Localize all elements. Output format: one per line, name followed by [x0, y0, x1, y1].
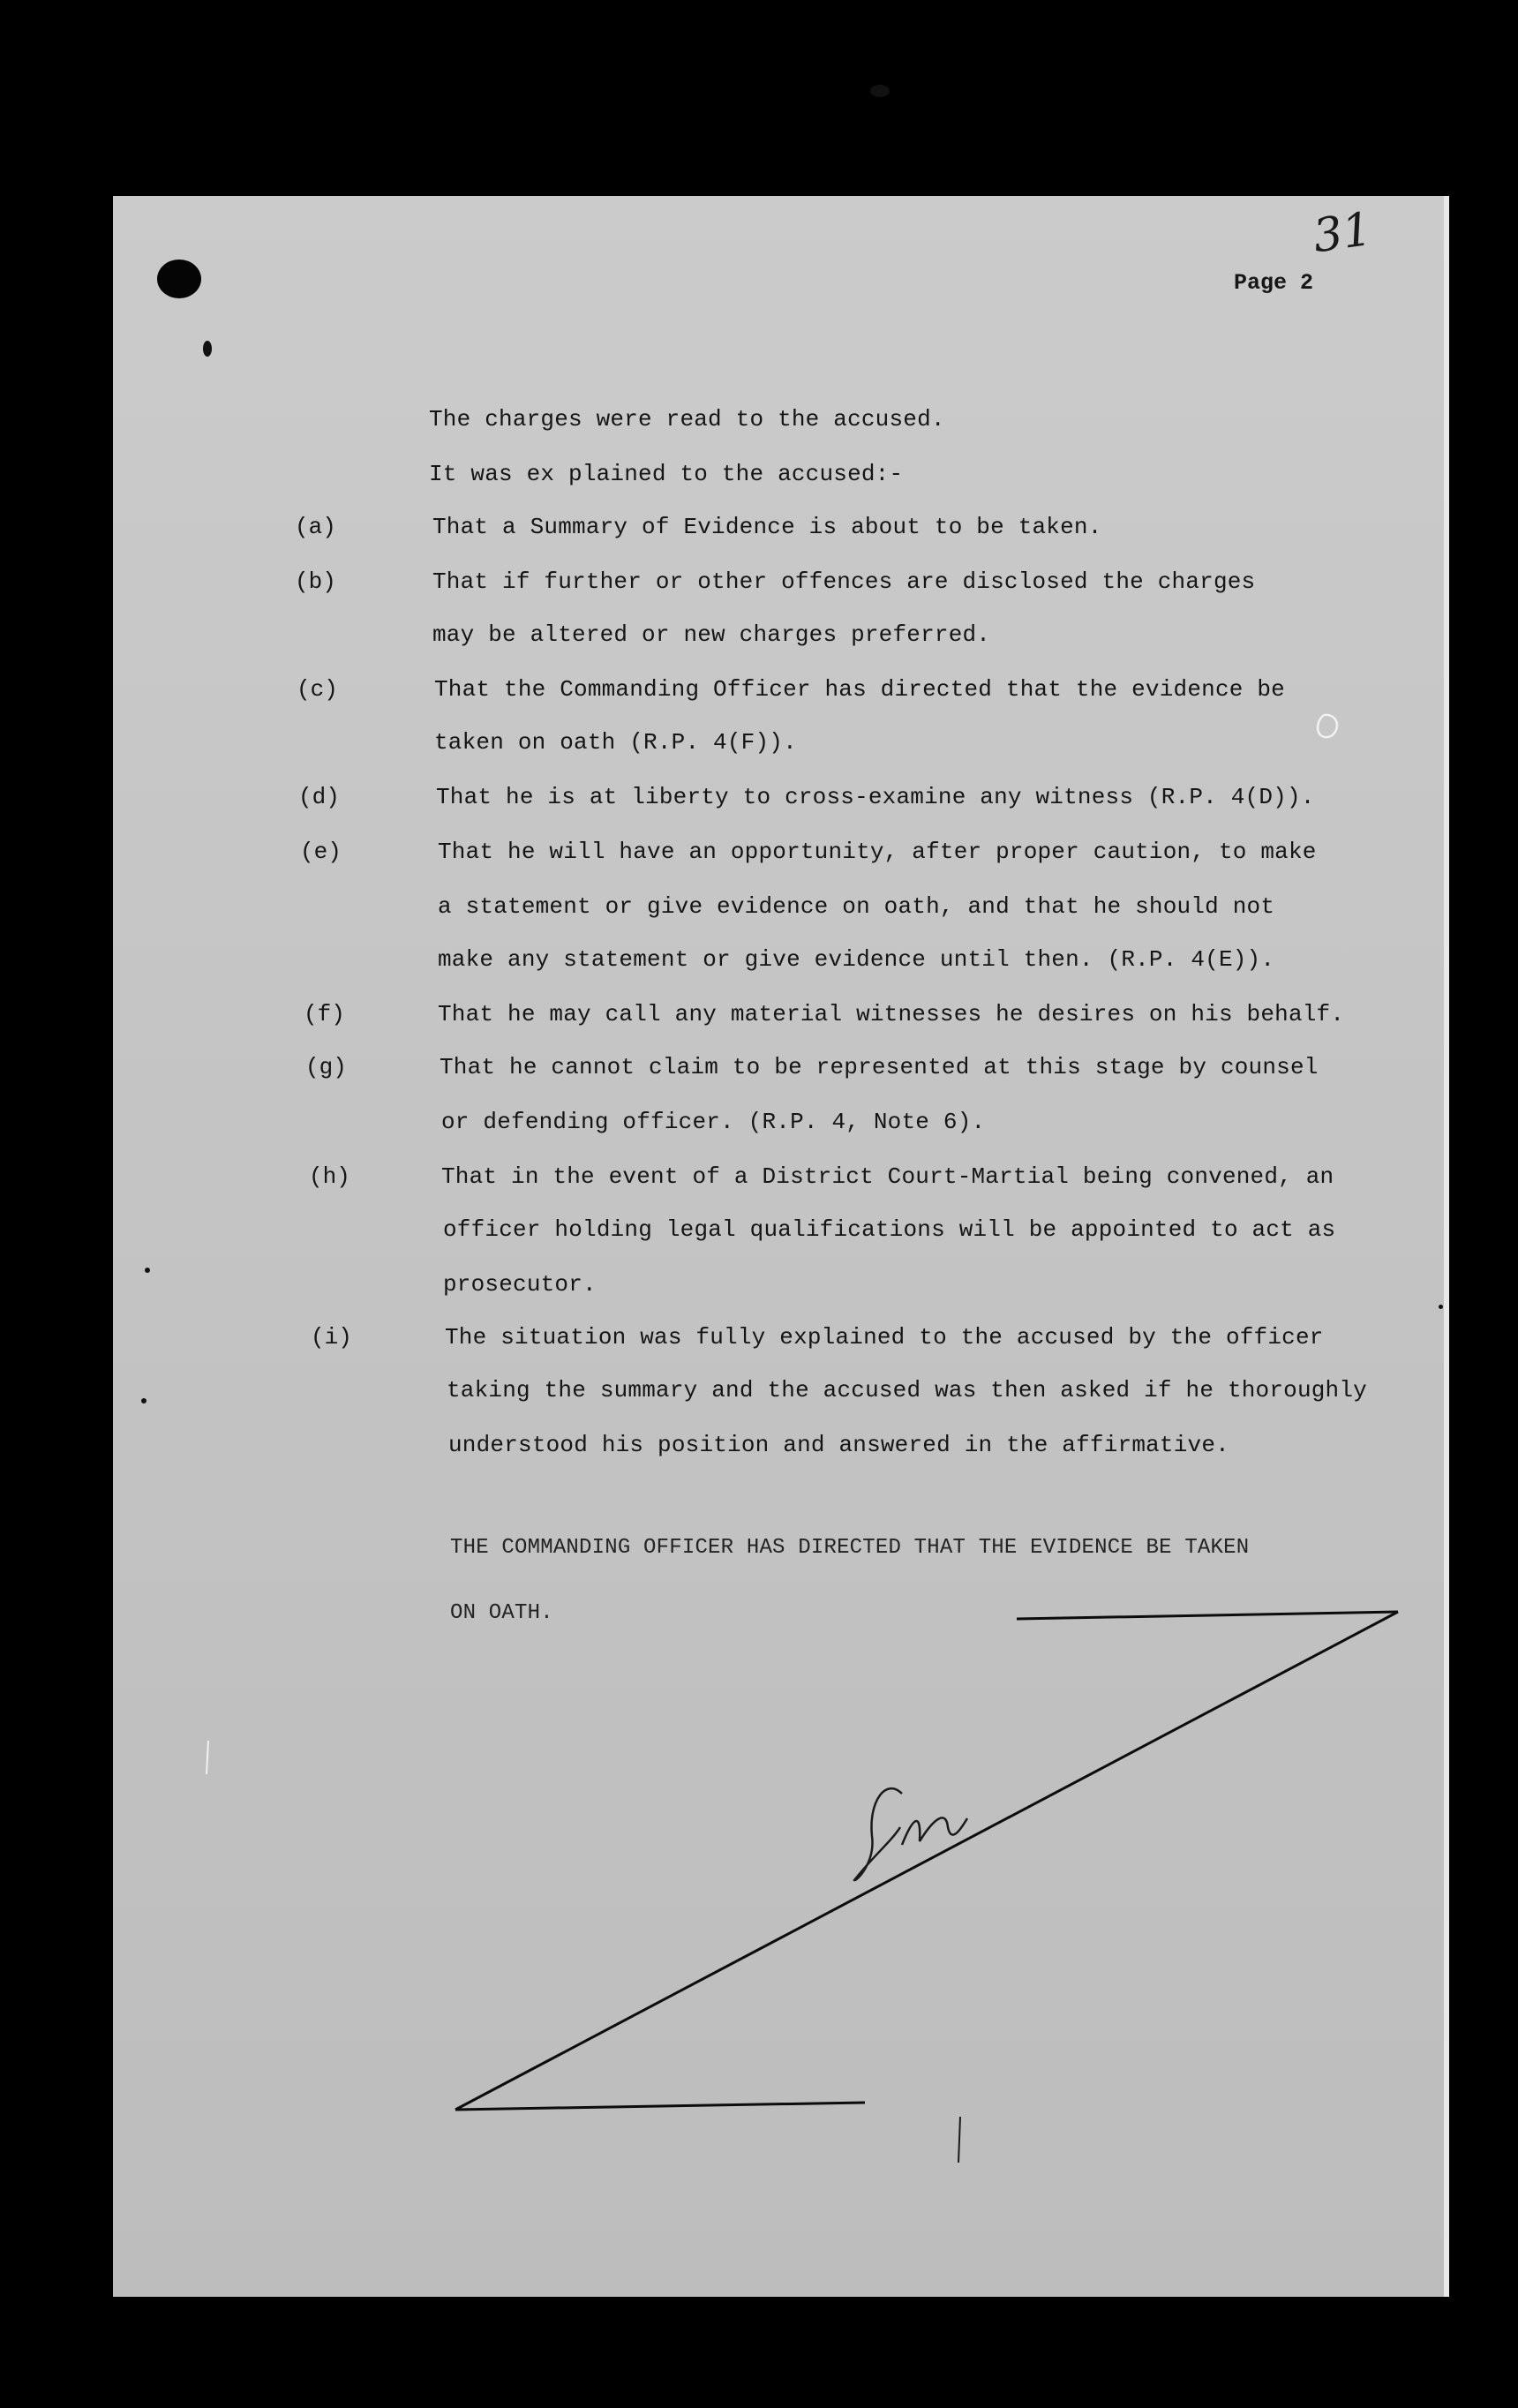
item-text: taking the summary and the accused was then asked if he thoroughly: [447, 1377, 1367, 1403]
item-text: may be altered or new charges preferred.: [432, 621, 991, 648]
item-label: (h): [309, 1163, 350, 1190]
scan-artifact: [1318, 715, 1337, 737]
scan-artifact: [958, 2117, 960, 2163]
item-text: That a Summary of Evidence is about to be taken.: [432, 514, 1102, 540]
page-label: Page 2: [1234, 270, 1314, 296]
item-text: a statement or give evidence on oath, and that he should not: [438, 893, 1275, 920]
direction-line: THE COMMANDING OFFICER HAS DIRECTED THAT THE EVIDENCE BE TAKEN: [450, 1536, 1250, 1560]
item-text: That if further or other offences are disclosed the charges: [432, 568, 1256, 595]
item-label: (c): [297, 676, 338, 703]
item-label: (d): [298, 784, 340, 810]
item-text: That he will have an opportunity, after proper caution, to make: [438, 839, 1317, 865]
item-text: officer holding legal qualifications will be appointed to act as: [443, 1216, 1336, 1243]
item-text: That he cannot claim to be represented at this stage by counsel: [440, 1054, 1319, 1080]
item-text: prosecutor.: [443, 1271, 597, 1298]
item-text: make any statement or give evidence until then. (R.P. 4(E)).: [438, 946, 1275, 973]
item-text: That he is at liberty to cross-examine any witness (R.P. 4(D)).: [436, 784, 1315, 810]
scan-artifact: [207, 1741, 208, 1774]
item-label: (a): [295, 514, 336, 540]
item-label: (f): [304, 1001, 345, 1027]
initials-signature: [854, 1788, 967, 1880]
item-label: (b): [295, 568, 336, 595]
item-text: understood his position and answered in the affirmative.: [448, 1432, 1229, 1458]
item-text: That he may call any material witnesses he desires on his behalf.: [438, 1001, 1345, 1027]
item-label: (g): [305, 1054, 347, 1080]
folio-number: 31: [1310, 202, 1376, 264]
item-text: The situation was fully explained to the accused by the officer: [445, 1324, 1324, 1351]
item-label: (i): [311, 1324, 352, 1351]
item-text: That in the event of a District Court-Martial being convened, an: [441, 1163, 1334, 1190]
intro-line: The charges were read to the accused.: [429, 406, 945, 433]
direction-line: ON OATH.: [450, 1601, 553, 1625]
intro-line: It was ex plained to the accused:-: [429, 461, 904, 487]
item-label: (e): [300, 839, 342, 865]
item-text: or defending officer. (R.P. 4, Note 6).: [441, 1109, 986, 1135]
item-text: That the Commanding Officer has directed that the evidence be: [434, 676, 1285, 703]
item-text: taken on oath (R.P. 4(F)).: [434, 729, 797, 756]
cancellation-z-mark: [455, 1612, 1398, 2110]
